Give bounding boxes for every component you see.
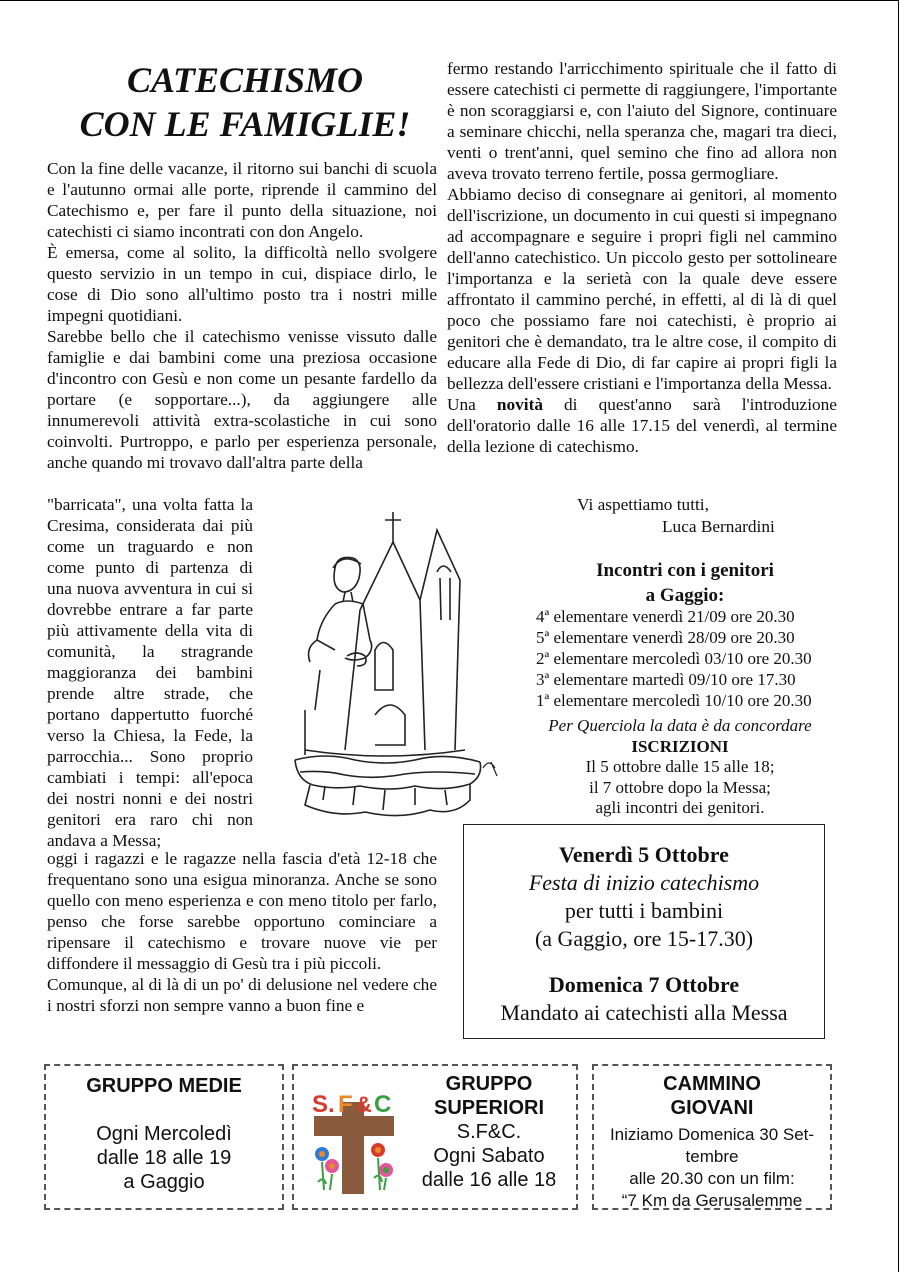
group-line: alle 20.30 con un film: (629, 1169, 795, 1188)
paragraph-text: di quest'anno sarà l'introduzione dell'oratorio dalle 16 alle 17.15 del venerdì, al termine della lezione di catechismo. (447, 395, 837, 456)
meetings-list (536, 606, 856, 711)
group-box-giovani (592, 1064, 832, 1210)
group-line: a Gaggio (123, 1171, 205, 1193)
group-line: Ogni Mercoledì (96, 1123, 232, 1145)
paragraph: Comunque, al di là di un po' di delusione nel vedere che i nostri sforzi non sempre vanno a buon fine e (47, 975, 437, 1015)
group-line: “7 Km da Gerusalemme (621, 1191, 803, 1210)
registration-title: ISCRIZIONI (631, 736, 729, 756)
article-title (50, 58, 440, 146)
highlight-word: novità (496, 395, 543, 414)
list-item: 4ª elementare venerdì 21/09 ore 20.30 (536, 607, 795, 626)
events-box (463, 824, 825, 1039)
event-name: Mandato ai catechisti alla Messa (500, 1000, 788, 1025)
event-date: Venerdì 5 Ottobre (559, 842, 729, 867)
sfc-logo-icon (308, 1082, 400, 1196)
svg-text:C: C (374, 1091, 392, 1118)
registration-block (500, 716, 860, 819)
list-item: 2ª elementare mercoledì 03/10 ore 20.30 (536, 649, 812, 668)
querciola-note: Per Querciola la data è da concordare (548, 716, 812, 735)
group-content (406, 1072, 572, 1192)
title-line-2: CON LE FAMIGLIE! (79, 104, 411, 144)
list-item: 3ª elementare martedì 09/10 ore 17.30 (536, 670, 796, 689)
meetings-title-line-1: Incontri con i genitori (596, 560, 774, 581)
group-line: S.F&C. (456, 1121, 522, 1143)
group-line: dalle 18 alle 19 (96, 1147, 232, 1169)
paragraph (447, 394, 837, 457)
group-line: dalle 16 alle 18 (421, 1169, 557, 1191)
logo-lettering: S. (312, 1091, 335, 1118)
svg-text:&: & (356, 1092, 372, 1117)
group-box-medie (44, 1064, 284, 1210)
meetings-title-line-2: a Gaggio: (645, 585, 725, 606)
church-illustration (265, 500, 515, 840)
list-item: 1ª elementare mercoledì 10/10 ore 20.30 (536, 691, 812, 710)
paragraph: oggi i ragazzi e le ragazze nella fascia d'età 12-18 che frequentano sono una esigua minoranza. Anche se sono quello con meno esperienza e con meno titolo per farlo, penso che forse sarebbe opportuno cominciare a ripensare il catechismo e trovare nuove vie per diffondere il messaggio di Gesù tra i più piccoli. (47, 849, 437, 973)
event-date: Domenica 7 Ottobre (548, 972, 740, 997)
signature-name: Luca Bernardini (662, 517, 775, 536)
title-line-1: CATECHISMO (126, 60, 364, 100)
group-title: CAMMINO (663, 1073, 761, 1095)
group-line: Ogni Sabato (433, 1145, 545, 1167)
registration-line: agli incontri dei genitori. (595, 798, 765, 817)
paragraph: "barricata", una volta fatta la Cresima, considerata dai più come un traguardo e non come punto di partenza di una nuova avventura in cui si dovrebbe entrare a far parte più attivamente della vita di comunità, la stragrande maggioranza dei bambini prende altre strade, che portano dappertutto fuorché verso la Chiesa, la Fede, la parrocchia... Sono proprio cambiati i tempi: all'epoca dei nostri nonni e dei nostri genitori era raro chi non andava a Messa; (47, 495, 253, 850)
paragraph: È emersa, come al solito, la difficoltà nello svolgere questo servizio in un tempo in cui, dispiace dirlo, le cose di Dio sono all'ultimo posto tra i nostri mille impegni quotidiani. (47, 243, 437, 325)
registration-line: Il 5 ottobre dalle 15 alle 18; (585, 757, 775, 776)
event-audience: per tutti i bambini (564, 898, 724, 923)
svg-text:F: F (338, 1091, 353, 1118)
article-bottom-column (47, 848, 437, 1016)
registration-line: il 7 ottobre dopo la Messa; (589, 777, 771, 797)
group-title: GRUPPO MEDIE (86, 1075, 242, 1097)
group-title: GIOVANI (670, 1097, 754, 1119)
article-right-column (447, 58, 837, 457)
paragraph-text: Una (447, 395, 497, 414)
article-left-column (47, 158, 437, 473)
group-title: SUPERIORI (433, 1097, 545, 1119)
signature-greeting: Vi aspettiamo tutti, (577, 495, 709, 514)
group-box-superiori (292, 1064, 578, 1210)
paragraph: Abbiamo deciso di consegnare ai genitori, al momento dell'iscrizione, un documento in cui questi si impegnano ad accompagnare e seguire i propri figli nel cammino dell'anno catechistico. Un piccolo gesto per sottolineare l'importanza e la serietà con la quale deve essere affrontato il cammino perché, in effetti, al di là di quel poco che possiamo fare noi catechisti, è proprio ai genitori che è demandato, tra le altre cose, il compito di educare alla Fede di Dio, di far capire ai propri figli la bellezza dell'essere cristiani e l'importanza della Messa. (447, 185, 837, 393)
paragraph: Sarebbe bello che il catechismo venisse vissuto dalle famiglie e dai bambini come una preziosa occasione d'incontro con Gesù e non come un pesante fardello da portare (e sopportare...), da aggiungere alle innumerevoli attività extra-scolastiche in cui sono coinvolti. Purtroppo, e parlo per esperienza personale, anche quando mi trovavo dall'altra parte della (47, 327, 437, 472)
article-narrow-column (47, 494, 253, 851)
paragraph: fermo restando l'arricchimento spirituale che il fatto di essere catechisti ci permette di raggiungere, l'importante è non scoraggiarsi e, con l'aiuto del Signore, continuare a seminare chicchi, nella speranza che, magari tra dieci, venti o trent'anni, quel semino che fino ad allora non aveva trovato terreno fertile, possa germogliare. (447, 59, 837, 183)
paragraph: Con la fine delle vacanze, il ritorno sui banchi di scuola e l'autunno ormai alle porte, riprende il cammino del Catechismo e, per fare il punto della situazione, noi catechisti ci siamo incontrati con don Angelo. (47, 159, 437, 241)
list-item: 5ª elementare venerdì 28/09 ore 20.30 (536, 628, 795, 647)
group-title: GRUPPO (445, 1073, 533, 1095)
group-line: Iniziamo Domenica 30 Set- (609, 1125, 815, 1144)
event-location: (a Gaggio, ore 15-17.30) (534, 926, 754, 951)
meetings-title (510, 558, 860, 608)
event-name: Festa di inizio catechismo (528, 870, 760, 895)
group-line: tembre (685, 1147, 739, 1166)
